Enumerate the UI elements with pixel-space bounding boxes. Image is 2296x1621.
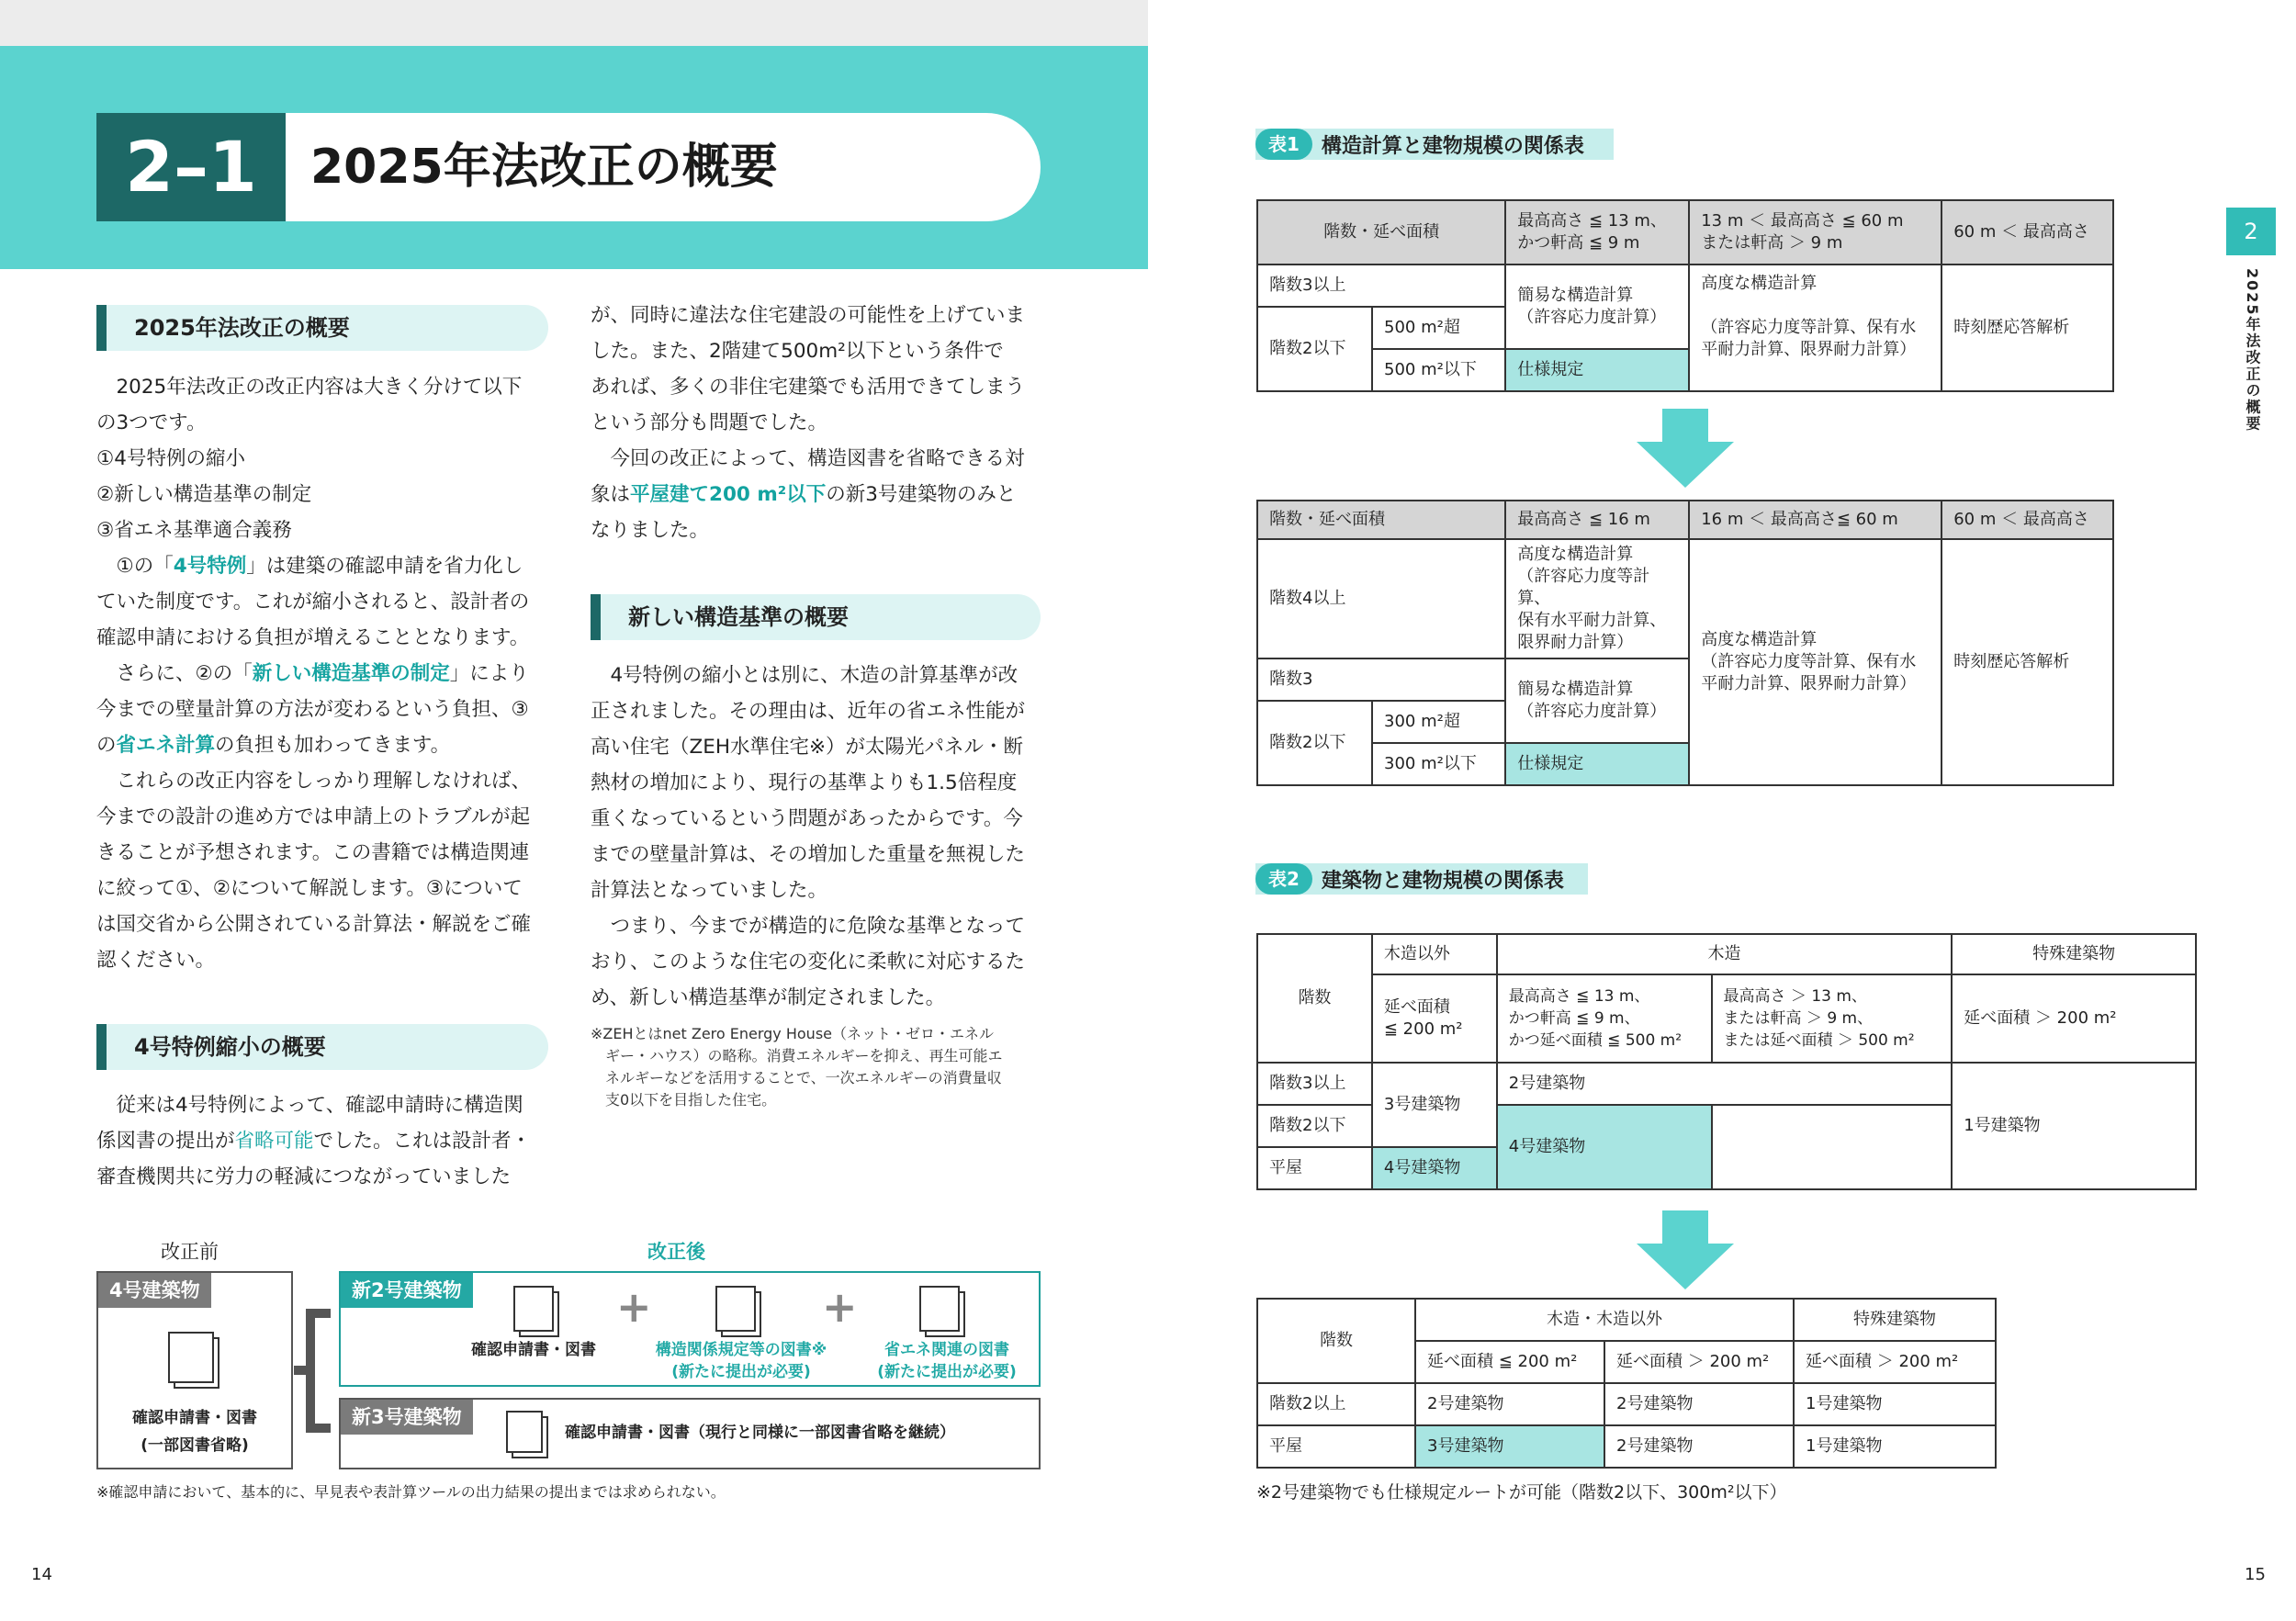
table-cell: 簡易な構造計算 （許容応力度計算） <box>1505 265 1689 349</box>
chapter-number: 2–1 <box>96 113 286 221</box>
text-line: 計算法となっていました。 <box>591 879 828 902</box>
text-line: ②新しい構造基準の制定 <box>96 483 312 506</box>
text-line: 認ください。 <box>96 949 216 972</box>
table-cell: 時刻歴応答解析 <box>1941 539 2113 785</box>
table-cell: 特殊建築物 <box>1794 1299 1996 1341</box>
table-header: 階数・延べ面積 <box>1257 501 1505 539</box>
text-line: の省エネ計算の負担も加わってきます。 <box>96 734 451 757</box>
table-header: 60 m ＜ 最高高さ <box>1941 200 2113 265</box>
document-icon <box>715 1286 756 1332</box>
table-cell: 高度な構造計算 （許容応力度等計算、保有水 平耐力計算、限界耐力計算） <box>1689 539 1941 785</box>
table-cell: 1号建築物 <box>1794 1425 1996 1468</box>
table-cell: 階数2以下 <box>1257 1105 1372 1147</box>
chapter-tab: 2 <box>2226 208 2276 255</box>
text-line: に絞って①、②について解説します。③について <box>96 877 523 900</box>
table-cell: 階数 <box>1257 934 1372 1063</box>
table-cell: 階数3以上 <box>1257 265 1505 307</box>
new3-doc-caption: 確認申請書・図書（現行と同様に一部図書省略を継続） <box>565 1424 955 1442</box>
text-line: さらに、②の「新しい構造基準の制定」により <box>96 662 529 685</box>
new-2go-label: 新2号建築物 <box>341 1273 473 1308</box>
table-cell: 階数2以下 <box>1257 307 1372 391</box>
text-line: ていた制度です。これが縮小されると、設計者の <box>96 591 530 614</box>
old-4go-box <box>96 1271 293 1469</box>
after-label: 改正後 <box>647 1241 705 1263</box>
table-cell: 木造 <box>1497 934 1952 974</box>
document-icon <box>919 1286 960 1332</box>
plus-icon: + <box>822 1282 858 1332</box>
text-line: 正されました。その理由は、近年の省エネ性能が <box>591 700 1026 723</box>
table-header: 最高高さ ≦ 16 m <box>1505 501 1689 539</box>
table2-label: 表2 <box>1255 863 1312 895</box>
table-cell: 平屋 <box>1257 1425 1415 1468</box>
text-line: した。また、2階建て500m²以下という条件で <box>591 340 1004 363</box>
text-line: 今までの設計の進め方では申請上のトラブルが起 <box>96 805 531 828</box>
text-line: これらの改正内容をしっかり理解しなければ、 <box>96 770 532 793</box>
text-line: 従来は4号特例によって、確認申請時に構造関 <box>96 1094 523 1117</box>
table-cell: 2号建築物 <box>1604 1425 1794 1468</box>
table-cell: 300 m²以下 <box>1372 743 1505 785</box>
table-cell: 木造以外 <box>1372 934 1497 974</box>
table-cell: 階数4以上 <box>1257 539 1505 659</box>
column2-text-2 <box>591 658 1050 1016</box>
table-header: 階数・延べ面積 <box>1257 200 1505 265</box>
before-label: 改正前 <box>161 1241 219 1263</box>
table-cell: 300 m²超 <box>1372 701 1505 743</box>
table-header: 16 m ＜ 最高高さ≦ 60 m <box>1689 501 1941 539</box>
section-heading-new-structure: 新しい構造基準の概要 <box>591 594 1041 640</box>
column2-text <box>591 298 1050 548</box>
text-line: 象は平屋建て200 m²以下の新3号建築物のみと <box>591 483 1017 506</box>
diagram-footnote: ※確認申請において、基本的に、早見表や表計算ツールの出力結果の提出までは求められない。 <box>96 1483 726 1501</box>
text-line: ①の「4号特例」は建築の確認申請を省力化し <box>96 555 523 578</box>
table-cell: 3号建築物 <box>1372 1063 1497 1147</box>
table-cell: 階数3 <box>1257 659 1505 701</box>
zeh-footnote: ※ZEHとはnet Zero Energy House（ネット・ゼロ・エネル ギー・ハウス）の略称。消費エネルギーを抑え、再生可能エ ネルギーなどを活用することで、一次エネルギーの消費量収 支0以下を目指した住宅。 <box>591 1025 1003 1109</box>
table-cell: 最高高さ ＞ 13 m、 または軒高 ＞ 9 m、 または延べ面積 ＞ 500 m² <box>1712 974 1953 1063</box>
table-cell-highlight: 仕様規定 <box>1505 349 1689 391</box>
text-line: 2025年法改正の改正内容は大きく分けて以下 <box>96 376 523 399</box>
chapter-tab-text: 2025年法改正の概要 <box>2244 268 2261 433</box>
table2-after <box>1256 1298 1997 1469</box>
plus-icon: + <box>616 1282 652 1332</box>
table-cell-highlight: 仕様規定 <box>1505 743 1689 785</box>
table-cell: 2号建築物 <box>1604 1383 1794 1425</box>
page-number-left: 14 <box>31 1565 52 1584</box>
table-cell: 時刻歴応答解析 <box>1941 265 2113 391</box>
column1-text <box>96 369 560 978</box>
new2-doc3-sub: (新たに提出が必要) <box>877 1363 1017 1381</box>
document-icon <box>506 1411 543 1453</box>
table-cell: 高度な構造計算 （許容応力度等計算、 保有水平耐力計算、 限界耐力計算） <box>1505 539 1689 659</box>
table-cell: 1号建築物 <box>1794 1383 1996 1425</box>
text-line: ③省エネ基準適合義務 <box>96 519 292 542</box>
new-3go-box <box>339 1398 1041 1469</box>
table-cell: 2号建築物 <box>1415 1383 1604 1425</box>
highlight-hiraya: 平屋建て200 m²以下 <box>630 483 827 506</box>
table-cell: 階数2以下 <box>1257 701 1372 785</box>
text-line: は国交省から公開されている計算法・解説をご確 <box>96 913 532 936</box>
table-cell <box>1712 1105 1953 1189</box>
text-line: 重くなっているという問題があったからです。今 <box>591 807 1023 830</box>
highlight-omit: 省略可能 <box>234 1130 314 1153</box>
text-line: め、新しい構造基準が制定されました。 <box>591 986 946 1009</box>
table1-label: 表1 <box>1255 129 1312 160</box>
table-cell: 平屋 <box>1257 1147 1372 1189</box>
highlight-energy-calc: 省エネ計算 <box>116 734 216 757</box>
table-header: 最高高さ ≦ 13 m、 かつ軒高 ≦ 9 m <box>1505 200 1689 265</box>
table2-title: 表2 建築物と建物規模の関係表 <box>1255 863 1588 895</box>
table-cell: 500 m²超 <box>1372 307 1505 349</box>
table-cell: 延べ面積 ≦ 200 m² <box>1415 1341 1604 1383</box>
page-title: 2025年法改正の概要 <box>310 140 778 195</box>
highlight-4go: 4号特例 <box>173 555 247 578</box>
column1-text-2 <box>96 1087 560 1195</box>
text-line: 熱材の増加により、現行の基準よりも1.5倍程度 <box>591 771 1018 794</box>
text-line: きることが予想されます。この書籍では構造関連 <box>96 841 530 864</box>
text-line: 今回の改正によって、構造図書を省略できる対 <box>591 447 1025 470</box>
table-cell: 簡易な構造計算 （許容応力度計算） <box>1505 659 1689 743</box>
table-cell: 500 m²以下 <box>1372 349 1505 391</box>
section-heading-4go: 4号特例縮小の概要 <box>96 1024 548 1070</box>
document-icon <box>513 1286 554 1332</box>
table-cell: 最高高さ ≦ 13 m、 かつ軒高 ≦ 9 m、 かつ延べ面積 ≦ 500 m² <box>1497 974 1712 1063</box>
text-line: おり、このような住宅の変化に柔軟に対応するた <box>591 951 1026 974</box>
new2-doc1-caption: 確認申請書・図書 <box>471 1341 596 1359</box>
new-2go-box <box>339 1271 1041 1387</box>
table-cell: 特殊建築物 <box>1952 934 2196 974</box>
table-cell: 階数3以上 <box>1257 1063 1372 1105</box>
table1-title: 表1 構造計算と建物規模の関係表 <box>1255 129 1614 160</box>
text-line: 今までの壁量計算の方法が変わるという負担、③ <box>96 698 529 721</box>
table-cell: 1号建築物 <box>1952 1063 2196 1189</box>
old-4go-label: 4号建築物 <box>98 1273 211 1308</box>
table-cell: 延べ面積 ≦ 200 m² <box>1372 974 1497 1063</box>
old-doc-caption: 確認申請書・図書 <box>132 1409 257 1427</box>
text-line: ①4号特例の縮小 <box>96 447 245 470</box>
text-line: 確認申請における負担が増えることとなります。 <box>96 626 530 649</box>
highlight-new-standard: 新しい構造基準の制定 <box>252 662 450 685</box>
text-line: の3つです。 <box>96 411 207 434</box>
table-cell: 階数2以上 <box>1257 1383 1415 1425</box>
table2-before <box>1256 933 2197 1190</box>
text-line: あれば、多くの非住宅建築でも活用できてしまう <box>591 376 1026 399</box>
down-arrow-icon <box>1635 409 1736 488</box>
table1-after <box>1256 500 2114 786</box>
table1-before <box>1256 199 2114 392</box>
table-cell-highlight: 4号建築物 <box>1497 1105 1712 1189</box>
table-cell-highlight: 3号建築物 <box>1415 1425 1604 1468</box>
text-line: という部分も問題でした。 <box>591 411 828 434</box>
text-line: 高い住宅（ZEH水準住宅※）が太陽光パネル・断 <box>591 736 1023 759</box>
new-3go-label: 新3号建築物 <box>341 1400 473 1435</box>
table-cell: 延べ面積 ＞ 200 m² <box>1794 1341 1996 1383</box>
text-line: なりました。 <box>591 519 710 542</box>
text-line: が、同時に違法な住宅建設の可能性を上げていま <box>591 304 1026 327</box>
table-header: 13 m ＜ 最高高さ ≦ 60 m または軒高 ＞ 9 m <box>1689 200 1941 265</box>
down-arrow-icon <box>1635 1210 1736 1289</box>
page-number-right: 15 <box>2245 1565 2266 1584</box>
table-cell: 延べ面積 ＞ 200 m² <box>1604 1341 1794 1383</box>
table-cell: 木造・木造以外 <box>1415 1299 1794 1341</box>
text-line: までの壁量計算は、その増加した重量を無視した <box>591 843 1026 866</box>
text-line: 4号特例の縮小とは別に、木造の計算基準が改 <box>591 664 1019 687</box>
text-line: 審査機関共に労力の軽減につながっていました <box>96 1165 512 1188</box>
bracket-connector <box>294 1286 340 1451</box>
table2-footnote: ※2号建築物でも仕様規定ルートが可能（階数2以下、300m²以下） <box>1256 1482 1787 1503</box>
table-cell-highlight: 4号建築物 <box>1372 1147 1497 1189</box>
table-cell: 階数 <box>1257 1299 1415 1383</box>
page-top-gray-strip <box>0 0 1148 46</box>
table-cell: 延べ面積 ＞ 200 m² <box>1952 974 2196 1063</box>
text-line: つまり、今までが構造的に危険な基準となって <box>591 915 1026 938</box>
old-doc-caption2: (一部図書省略) <box>141 1436 249 1455</box>
document-icon <box>168 1332 214 1383</box>
new2-doc3-caption: 省エネ関連の図書 <box>884 1341 1009 1359</box>
table-cell: 2号建築物 <box>1497 1063 1952 1105</box>
table-cell: 高度な構造計算 （許容応力度等計算、保有水 平耐力計算、限界耐力計算） <box>1689 265 1941 391</box>
section-heading-overview: 2025年法改正の概要 <box>96 305 548 351</box>
text-line: 係図書の提出が省略可能でした。これは設計者・ <box>96 1130 532 1153</box>
table-header: 60 m ＜ 最高高さ <box>1941 501 2113 539</box>
new2-doc2-sub: (新たに提出が必要) <box>671 1363 811 1381</box>
new2-doc2-caption: 構造関係規定等の図書※ <box>655 1341 827 1359</box>
